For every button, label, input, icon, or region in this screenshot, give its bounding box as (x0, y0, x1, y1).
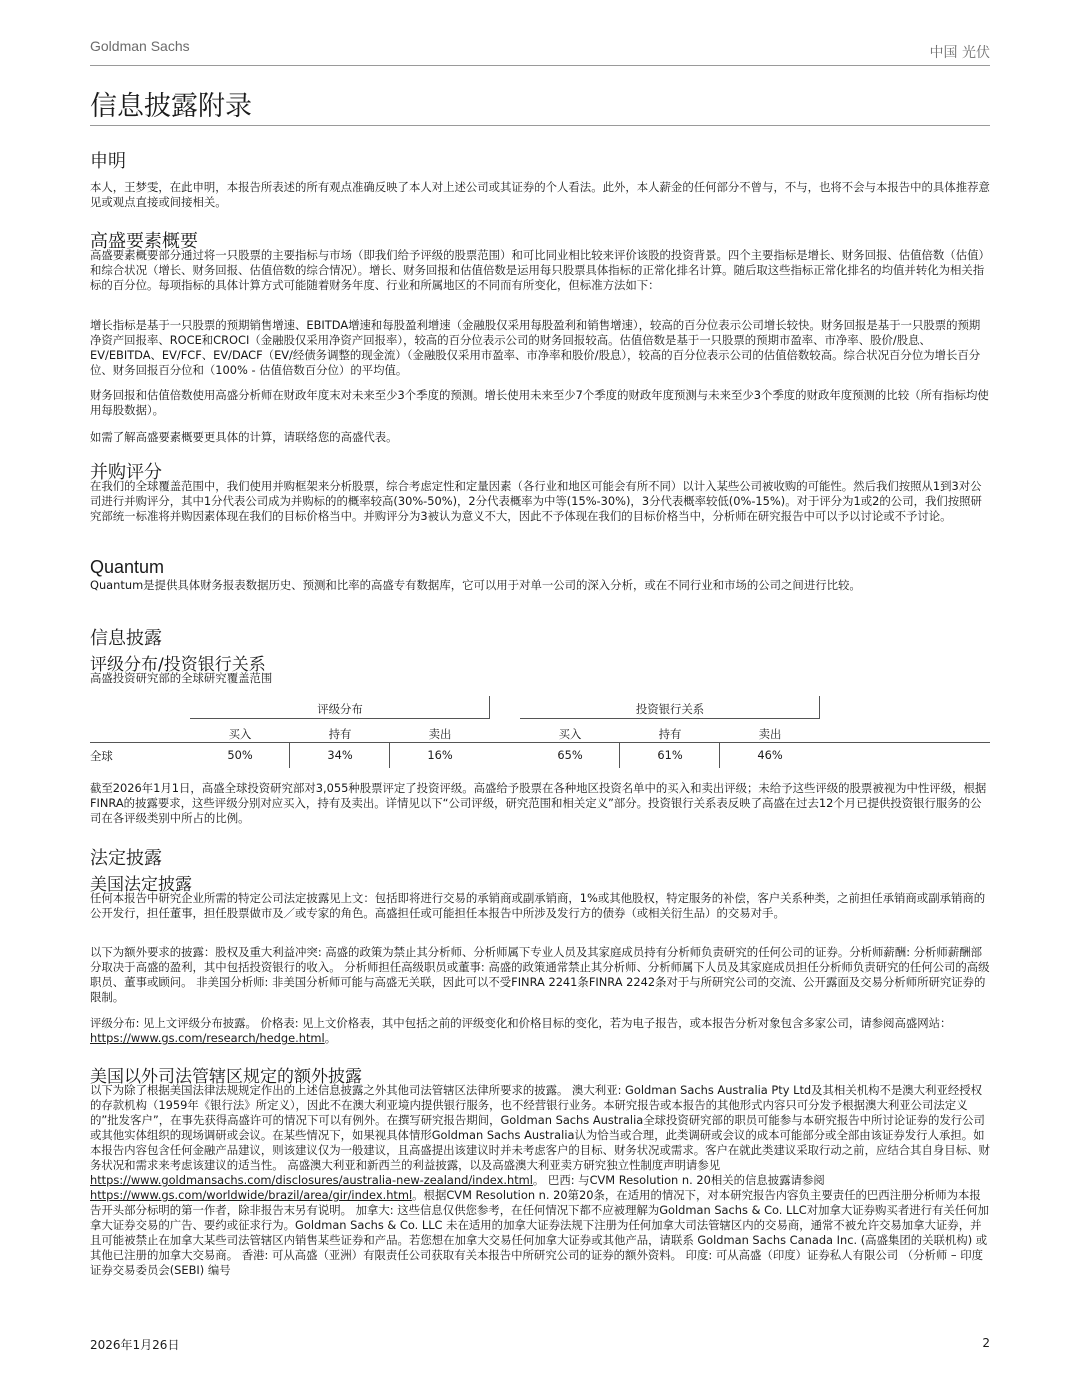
header-brand: Goldman Sachs (90, 38, 190, 54)
disclosures-heading: 信息披露 (90, 628, 162, 649)
table-row-label: 全球 (90, 749, 113, 763)
regulatory-body-3-text: 评级分布: 见上文评级分布披露。 价格表: 见上文价格表，其中包括之前的评级变化和价格目标的变化，若为电子报告，或本报告分析对象包含多家公司，请参阅高盛网站： (90, 1016, 952, 1030)
declaration-heading: 申明 (90, 151, 126, 172)
declaration-body: 本人，王梦雯，在此申明，本报告所表述的所有观点准确反映了本人对上述公司或其证券的个人看法。此外，本人薪金的任何部分不曾与，不与，也将不会与本报告中的具体推荐意见或观点直接或间接相关。 (90, 180, 990, 209)
table-cell: 65% (557, 748, 583, 762)
regulatory-body-1: 任何本报告中研究企业所需的特定公司法定披露见上文：包括即将进行交易的承销商或副承销商，1%或其他股权，特定服务的补偿，客户关系种类，之前担任承销商或副承销商的公开发行，担任董事，担任股票做市及／或专家的角色。高盛担任或可能担任本报告中所涉及发行方的债券（或相关衍生品）的交易对手。 (90, 891, 986, 920)
table-divider (819, 696, 820, 718)
header-rule (90, 65, 990, 66)
regulatory-heading: 法定披露 (90, 848, 162, 869)
australia-nz-disclosure-link[interactable]: https://www.goldmansachs.com/disclosures/australia-new-zealand/index.html (90, 1173, 533, 1187)
table-rule (520, 718, 820, 719)
non-us-part-1: 以下为除了根据美国法律法规规定作出的上述信息披露之外其他司法管辖区法律所要求的披露。 澳大利亚: Goldman Sachs Australia Pty Ltd及其相关机构不是澳大利亚经授权的存款机构（1959年《银行法》所定义），因此不在澳大利亚境内提供银行服务，也不经营银行业务。本研究报告或本报告的其他形式内容只可分发予根据澳大利亚公司法定义的”批发客户”，在事先获得高盛许可的情况下可以有例外。在撰写研究报告期间，Goldman Sachs Australia全球投资研究部的职员可能参与本研究报告中所讨论证券的发行公司或其他实体组织的现场调研或会议。在某些情况下，如果视具体情形Goldman Sachs Australia认为恰当或合理，此类调研或会议的成本可能部分或全部由该证券发行人承担。如本报告内容包含任何金融产品建议，则该建议仅为一般建议，且高盛提出该建议时并未考虑客户的目标、财务状况或需求。客户在就此类建议采取行动之前，应结合其自身目标、财务状况和需求来考虑该建议的适当性。 高盛澳大利亚和新西兰的利益披露，以及高盛澳大利亚卖方研究独立性制度声明请参见 (90, 1083, 990, 1172)
brazil-disclosure-link[interactable]: https://www.gs.com/worldwide/brazil/area/gir/index.html (90, 1188, 413, 1202)
mna-body: 在我们的全球覆盖范围中，我们使用并购框架来分析股票，综合考虑定性和定量因素（各行业和地区可能会有所不同）以计入某些公司被收购的可能性。然后我们按照从1到3对公司进行并购评分，其中1分代表公司成为并购标的的概率较高(30%-50%)，2分代表概率为中等(15%-30%)，3分代表概率较低(0%-15%)。对于评分为1或2的公司，我们按照研究部统一标准将并购因素体现在我们的目标价格当中。并购评分为3被认为意义不大，因此不予体现在我们的目标价格当中，分析师在研究报告中可以予以讨论或不予讨论。 (90, 479, 982, 523)
table-rule (90, 742, 990, 743)
factor-profile-body-1: 高盛要素概要部分通过将一只股票的主要指标与市场（即我们给予评级的股票范围）和可比同业相比较来评价该股的投资背景。四个主要指标是增长、财务回报、估值倍数（估值）和综合状况（增长、财务回报、估值倍数的综合情况）。增长、财务回报和估值倍数是运用每只股票具体指标的正常化排名计算。随后取这些指标正常化排名的均值并转化为相关指标的百分位。每项指标的具体计算方式可能随着财务年度、行业和所属地区的不同而有所变化，但标准方法如下： (90, 248, 990, 292)
factor-profile-body-3: 财务回报和估值倍数使用高盛分析师在财政年度末对未来至少3个季度的预测。增长使用未来至少7个季度的财政年度预测与未来至少3个季度的财政年度预测的比较（所有指标均使用每股数据）。 (90, 388, 989, 417)
table-divider (719, 742, 720, 768)
table-divider (489, 696, 490, 718)
table-col-header: 买入 (558, 727, 582, 741)
table-col-header: 持有 (328, 727, 352, 741)
non-us-part-2: 。 巴西: 与CVM Resolution n. 20相关的信息披露请参阅 (532, 1173, 825, 1187)
factor-profile-body-2: 增长指标是基于一只股票的预期销售增速、EBITDA增速和每股盈利增速（金融股仅采用每股盈利和销售增速），较高的百分位表示公司增长较快。财务回报是基于一只股票的预期净资产回报率、ROCE和CROCI（金融股仅采用净资产回报率），较高的百分位表示公司的财务回报较高。估值倍数是基于一只股票的预期市盈率、市净率、股价/股息、EV/EBITDA、EV/FCF、EV/DACF（EV/经债务调整的现金流）（金融股仅采用市盈率、市净率和股价/股息），较高的百分位表示公司的估值倍数较高。综合状况百分位为增长百分位、财务回报百分位和（100% - 估值倍数百分位）的平均值。 (90, 318, 981, 377)
table-divider (619, 742, 620, 768)
non-us-part-3: 。根据CVM Resolution n. 20第20条，在适用的情况下，对本研究报告内容负主要责任的巴西注册分析师为本报告开头部分标明的第一作者，除非报告末另有说明。 加拿大: 这些信息仅供您参考，在任何情况下都不应被理解为Goldman Sachs & Co. LLC对加拿大证券购买者进行有关任何加拿大证券交易的广告、要约或征求行为。Goldman Sachs & Co. LLC 未在适用的加拿大证券法规下注册为任何加拿大司法管辖区内的交易商，通常不被允许交易加拿大证券，并且可能被禁止在加拿大某些司法管辖区内销售某些证券和产品。若您想在加拿大交易任何加拿大证券或其他产品，请联系 Goldman Sachs Canada Inc. (高盛集团的关联机构) 或其他已注册的加拿大交易商。 香港: 可从高盛（亚洲）有限责任公司获取有关本报告中所研究公司的证券的额外资料。 印度: 可从高盛（印度）证券私人有限公司 （分析师 – 印度证券交易委员会(SEBI) 编号 (90, 1188, 989, 1277)
table-cell: 34% (327, 748, 353, 762)
table-group-rating-distribution: 评级分布 (317, 702, 363, 716)
footer-date: 2026年1月26日 (90, 1338, 180, 1352)
disclosures-subheading: 评级分布/投资银行关系 (90, 655, 266, 675)
mna-heading: 并购评分 (90, 462, 162, 483)
regulatory-body-3-end: 。 (324, 1031, 337, 1045)
quantum-body: Quantum是提供具体财务报表数据历史、预测和比率的高盛专有数据库，它可以用于对单一公司的深入分析，或在不同行业和市场的公司之间进行比较。 (90, 578, 861, 592)
regulatory-body-3 (90, 1016, 990, 1046)
footer-page-number: 2 (982, 1336, 990, 1350)
table-group-investment-banking: 投资银行关系 (635, 702, 705, 716)
table-cell: 16% (427, 748, 453, 762)
page-title: 信息披露附录 (90, 91, 252, 122)
regulatory-body-2: 以下为额外要求的披露：股权及重大利益冲突: 高盛的政策为禁止其分析师、分析师属下专业人员及其家庭成员持有分析师负责研究的任何公司的证券。分析师薪酬: 分析师薪酬部分取决于高盛的盈利，其中包括投资银行的收入。 分析师担任高级职员或董事: 高盛的政策通常禁止其分析师、分析师属下人员及其家庭成员担任分析师负责研究的任何公司的高级职员、董事或顾问。 非美国分析师: 非美国分析师可能与高盛无关联，因此可以不受FINRA 2241条FINRA 2242条对于与所研究公司的交流、公开露面及交易分析师所研究证券的限制。 (90, 945, 990, 1004)
header-region-sector: 中国 光伏 (929, 45, 990, 61)
table-col-header: 卖出 (428, 727, 452, 741)
table-col-header: 卖出 (758, 727, 782, 741)
table-col-header: 买入 (228, 727, 252, 741)
rating-distribution-table (90, 696, 990, 768)
table-cell: 46% (757, 748, 783, 762)
hedge-link[interactable]: https://www.gs.com/research/hedge.html (90, 1031, 325, 1045)
us-regulatory-subheading: 美国法定披露 (90, 875, 192, 895)
title-rule (90, 125, 990, 126)
table-rule (190, 718, 490, 719)
disclosures-body: 截至2026年1月1日，高盛全球投资研究部对3,055种股票评定了投资评级。高盛给予股票在各种地区投资名单中的买入和卖出评级；未给予这些评级的股票被视为中性评级，根据FINRA的披露要求，这些评级分别对应买入，持有及卖出。详情见以下“公司评级，研究范围和相关定义”部分。投资银行关系表反映了高盛在过去12个月已提供投资银行服务的公司在各评级类别中所占的比例。 (90, 781, 987, 825)
table-cell: 61% (657, 748, 683, 762)
non-us-heading: 美国以外司法管辖区规定的额外披露 (90, 1067, 362, 1087)
table-divider (389, 742, 390, 768)
non-us-body (90, 1083, 990, 1278)
quantum-heading: Quantum (90, 557, 165, 577)
table-divider (289, 742, 290, 768)
factor-profile-body-4: 如需了解高盛要素概要更具体的计算，请联络您的高盛代表。 (90, 430, 398, 444)
table-cell: 50% (227, 748, 253, 762)
table-col-header: 持有 (658, 727, 682, 741)
factor-profile-heading: 高盛要素概要 (90, 231, 198, 252)
disclosures-caption: 高盛投资研究部的全球研究覆盖范围 (90, 671, 273, 685)
